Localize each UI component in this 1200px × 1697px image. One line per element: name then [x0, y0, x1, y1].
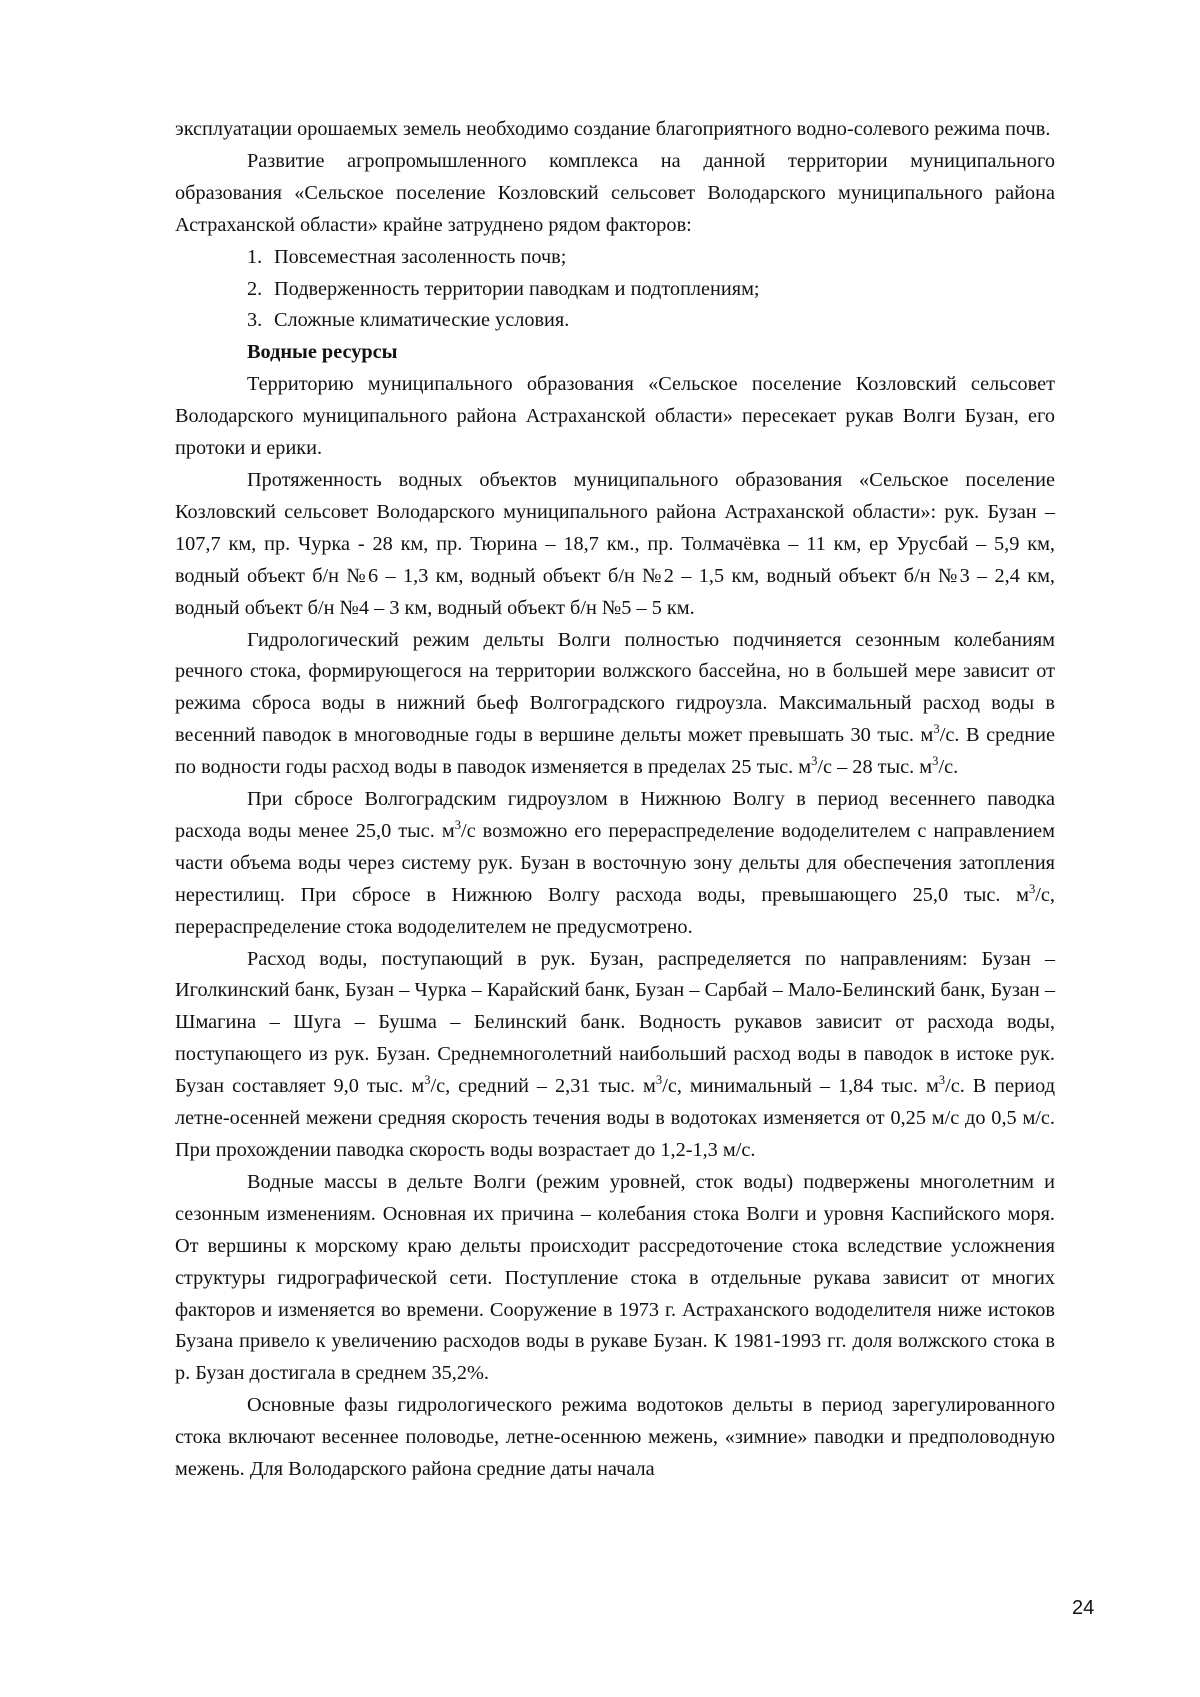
text-run: Гидрологический режим дельты Волги полностью подчиняется сезонным колебаниям речного стока, формирующегося на территории волжского бассейна, но в большей мере зависит от режима сброса воды в нижний бьеф Волгоградского гидроузла. Максимальный расход воды в весенний паводок в многоводные годы в вершине дельты может превышать 30 тыс. м	[175, 628, 1055, 747]
superscript: 3	[1028, 881, 1036, 896]
list-item	[175, 274, 1055, 306]
paragraph-water-bodies-length: Протяженность водных объектов муниципального образования «Сельское поселение Козловский сельсовет Володарского муниципального района Астраханской области»: рук. Бузан – 107,7 км, пр. Чурка - 28 км, пр. Тюрина – 18,7 км., пр. Толмачёвка – 11 км, ер Урусбай – 5,9 км, водный объект б/н №6 – 1,3 км, водный объект б/н №2 – 1,5 км, водный объект б/н №3 – 2,4 км, водный объект б/н №4 – 3 км, водный объект б/н №5 – 5 км.	[175, 468, 1055, 619]
paragraph-continuation: эксплуатации орошаемых земель необходимо создание благоприятного водно-солевого режима почв.	[175, 118, 1051, 140]
text-run: /с. В период летне-осенней межени средняя скорость течения воды в водотоках изменяется от 0,25 м/с до 0,5 м/с. При прохождении паводка скорость воды возрастает до 1,2-1,3 м/с.	[175, 1075, 1056, 1161]
superscript: 3	[932, 754, 939, 769]
section-heading-water-resources: Водные ресурсы	[247, 341, 398, 364]
text-run: /с, средний – 2,31 тыс. м	[430, 1075, 656, 1098]
page-number: 24	[1072, 1597, 1095, 1619]
list-number: 1.	[247, 245, 263, 268]
paragraph-water-masses: Водные массы в дельте Волги (режим уровней, сток воды) подвержены многолетним и сезонным изменениям. Основная их причина – колебания стока Волги и уровня Каспийского моря. От вершины к морскому краю дельты происходит рассредоточение стока вследствие усложнения структуры гидрографической сети. Поступление стока в отдельные рукава зависит от многих факторов и изменяется во времени. Сооружение в 1973 г. Астраханского вододелителя ниже истоков Бузана привело к увеличению расходов воды в рукаве Бузан. К 1981-1993 гг. доля волжского стока в р. Бузан достигала в среднем 35,2%.	[175, 1170, 1055, 1385]
superscript: 3	[938, 1073, 946, 1088]
text-run: /с. В средние по водности годы расход воды в паводок изменяется в пределах 25 тыс. м	[175, 724, 1056, 779]
paragraph-territory: Территорию муниципального образования «Сельское поселение Козловский сельсовет Володарского муниципального района Астраханской области» пересекает рукав Волги Бузан, его протоки и ерики.	[175, 373, 1055, 460]
list-text: Повсеместная засоленность почв;	[274, 245, 567, 268]
list-text: Сложные климатические условия.	[274, 309, 570, 332]
text-run: /с, перераспределение стока вододелителем не предусмотрено.	[175, 883, 1055, 938]
paragraph-hydrological-regime	[175, 625, 1055, 785]
superscript: 3	[655, 1073, 663, 1088]
text-run: /с.	[938, 756, 959, 779]
list-item	[175, 242, 1055, 274]
document-body	[175, 114, 1055, 1486]
paragraph-discharge	[175, 784, 1055, 944]
text-run: При сбросе Волгоградским гидроузлом в Нижнюю Волгу в период весеннего паводка расхода воды менее 25,0 тыс. м	[175, 788, 1055, 842]
superscript: 3	[424, 1073, 431, 1088]
text-run: /с, минимальный – 1,84 тыс. м	[662, 1075, 939, 1098]
paragraph-phases: Основные фазы гидрологического режима водотоков дельты в период зарегулированного стока включают весеннее половодье, летне-осеннюю межень, «зимние» паводки и предполоводную межень. Для Володарского района средние даты начала	[175, 1394, 1055, 1481]
superscript: 3	[454, 818, 461, 833]
list-number: 3.	[247, 309, 263, 332]
text-run: /с – 28 тыс. м	[817, 756, 933, 779]
superscript: 3	[933, 722, 940, 737]
paragraph-flow-distribution	[175, 944, 1055, 1167]
superscript: 3	[811, 754, 818, 769]
list-text: Подверженность территории паводкам и подтоплениям;	[274, 277, 760, 300]
list-number: 2.	[247, 277, 263, 300]
text-run: /с возможно его перераспределение вододелителем с направлением части объема воды через систему рук. Бузан в восточную зону дельты для обеспечения затопления нерестилищ. При сбросе в Нижнюю Волгу расхода воды, превышающего 25,0 тыс. м	[175, 819, 1055, 906]
paragraph-intro: Развитие агропромышленного комплекса на данной территории муниципального образования «Сельское поселение Козловский сельсовет Володарского муниципального района Астраханской области» крайне затруднено рядом факторов:	[175, 149, 1055, 236]
list-item	[175, 305, 1055, 337]
text-run: Расход воды, поступающий в рук. Бузан, распределяется по направлениям: Бузан – Иголкинский банк, Бузан – Чурка – Карайский банк, Бузан – Сарбай – Мало-Белинский банк, Бузан – Шмагина – Шуга – Бушма – Белинский банк. Водность рукавов зависит от расхода воды, поступающего из рук. Бузан. Среднемноголетний наибольший расход воды в паводок в истоке рук. Бузан составляет 9,0 тыс. м	[175, 947, 1055, 1098]
